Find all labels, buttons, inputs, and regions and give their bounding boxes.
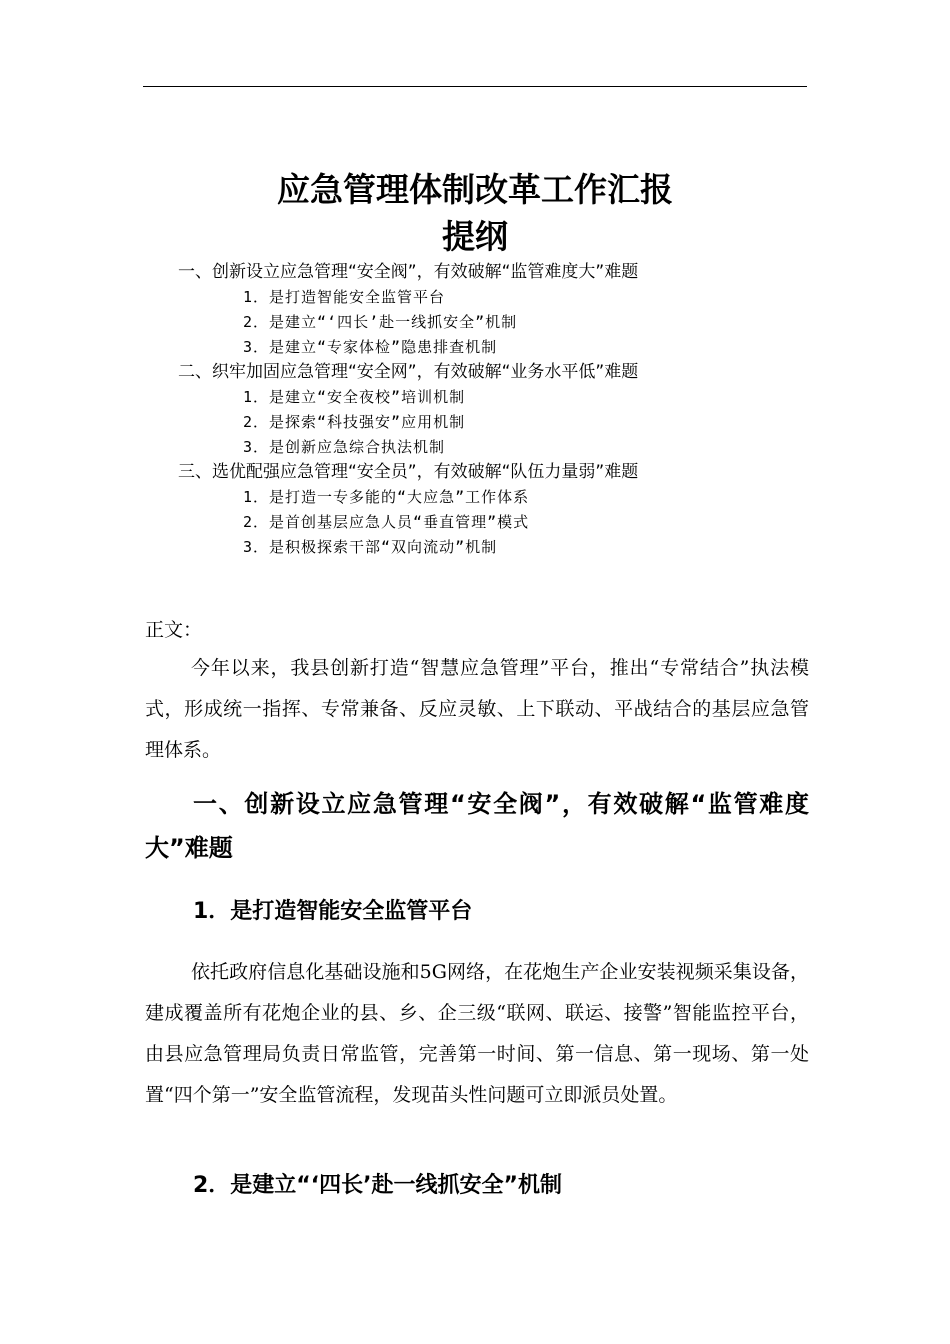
outline-item: 1．是建立“安全夜校”培训机制 xyxy=(243,388,466,406)
outline-item: 3．是建立“专家体检”隐患排查机制 xyxy=(243,338,498,356)
subsection-heading: 1．是打造智能安全监管平台 xyxy=(193,899,473,924)
outline-heading: 二、织牢加固应急管理“安全网”，有效破解“业务水平低”难题 xyxy=(178,362,639,382)
outline-item: 2．是探索“科技强安”应用机制 xyxy=(243,413,466,431)
document-subtitle: 提纲 xyxy=(442,217,508,256)
outline-item: 2．是首创基层应急人员“垂直管理”模式 xyxy=(243,513,530,531)
section-heading: 一、创新设立应急管理“安全阀”，有效破解“监管难度大”难题 xyxy=(145,790,809,862)
outline-item: 1．是打造一专多能的“大应急”工作体系 xyxy=(243,488,530,506)
outline-item: 3．是积极探索干部“双向流动”机制 xyxy=(243,538,498,556)
document-title: 应急管理体制改革工作汇报 xyxy=(277,170,673,209)
outline-item: 3．是创新应急综合执法机制 xyxy=(243,438,446,456)
subsection-heading: 2．是建立“‘四长’赴一线抓安全”机制 xyxy=(193,1173,562,1198)
outline-item: 2．是建立“‘四长’赴一线抓安全”机制 xyxy=(243,313,518,331)
outline-heading: 三、选优配强应急管理“安全员”，有效破解“队伍力量弱”难题 xyxy=(178,462,639,482)
outline-item: 1．是打造智能安全监管平台 xyxy=(243,288,446,306)
body-label: 正文： xyxy=(145,619,203,641)
intro-paragraph: 今年以来，我县创新打造“智慧应急管理”平台，推出“专常结合”执法模式，形成统一指挥、专常兼备、反应灵敏、上下联动、平战结合的基层应急管理体系。 xyxy=(145,657,809,761)
header-rule xyxy=(143,86,807,87)
subsection-paragraph: 依托政府信息化基础设施和5G网络，在花炮生产企业安装视频采集设备，建成覆盖所有花炮企业的县、乡、企三级“联网、联运、接警”智能监控平台，由县应急管理局负责日常监管，完善第一时间、第一信息、第一现场、第一处置“四个第一”安全监管流程，发现苗头性问题可立即派员处置。 xyxy=(145,961,809,1106)
outline-heading: 一、创新设立应急管理“安全阀”，有效破解“监管难度大”难题 xyxy=(178,262,639,282)
